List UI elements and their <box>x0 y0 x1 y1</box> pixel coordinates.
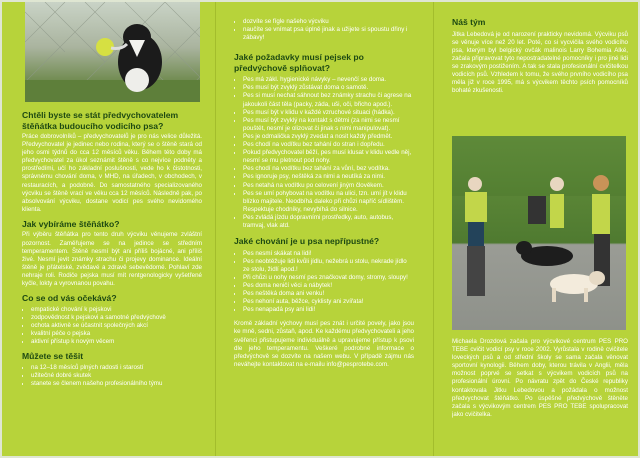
list-item: • dozvíte se fígle našeho výcviku <box>243 18 414 26</box>
look-forward-list <box>22 364 202 388</box>
panel-team <box>452 2 628 456</box>
select-heading: Jak vybíráme štěňátko? <box>22 218 120 229</box>
list-item: • Pes nesmí skákat na lidi! <box>243 250 414 258</box>
list-item: • ochota aktivně se účastnit společných akcí <box>31 322 202 330</box>
team-intro: Jitka Lebedová je od narození prakticky nevidomá. Výcviku psů se věnuje více než 20 let. Poté, co si vycvičila svého vodicího psa, kterým byl belgický ovčák malinois Larry Bohemia Alké, začala připravovat tyto nepostradatelné pomocníky i pro jiné lidi se zrakovým postižením. A tak se stala profesionální cvičitelkou vodicích psů. Vzhledem k tomu, že svého prvního vodicího psa měla již v roce 1995, má s výcvikem těchto psích pomocníků bohaté zkušenosti. <box>452 30 628 95</box>
list-item: • empatické chování k pejskovi <box>31 306 202 314</box>
list-item: • Pes si musí nechat sáhnout bez známky strachu či agrese na jakoukoli část těla (packy, záda, uši, oči, břicho apod.). <box>243 92 414 108</box>
list-item: • Pes neobtěžuje lidi kvůli jídlu, nežebrá u stolu, nekrade jídlo ze stolu, židlí apod.! <box>243 258 414 274</box>
list-item: • naučíte se vnímat psa úplně jinak a užijete si spoustu dřiny i zábavy! <box>243 26 414 42</box>
list-item: • Pes nehoní auta, běžce, cyklisty ani zvířata! <box>243 298 414 306</box>
requirements-list <box>234 76 414 230</box>
fold-line-left <box>215 2 216 456</box>
list-item: • Pes chodí na vodítku bez tahání do stran i dopředu. <box>243 141 414 149</box>
list-item: • Při chůzi u nohy nesmí pes značkovat domy, stromy, sloupy! <box>243 274 414 282</box>
select-text: Při výběru štěňátka pro tento druh výcviku věnujeme zvláštní pozornost. Zaměřujeme se na jedince se středním temperamentem. Štěně nesmí být ani příliš bojácné, ani příliš živé. Nesmí jevit známky strachu či projevy dominance. Ideální štěně je přátelské, zvědavé a zdravě sebevědomé. Pohlaví zde nehraje roli. Rodiče pejska musí mít rentgenologicky vyšetřené kyčle, lokty a vyrovnanou povahu. <box>22 231 202 287</box>
list-item: • kvalitní péče o pejska <box>31 330 202 338</box>
closing-paragraph: Kromě základní výchovy musí pes znát i určité povely, jako jsou ke mně, sedni, zůstaň, apod. Ke každému předvychovateli a jeho svěřenci přistupujeme individuálně a upravujeme přístup k psovi dle jeho temperamentu. Veškeré podrobné informace o předvýchově se dozvíte na našem webu. V případě zájmu nás neváhejte kontaktovat na e-mailu info@pesprotebe.com. <box>234 320 414 368</box>
panel-requirements <box>234 2 414 456</box>
fold-line-right <box>433 2 434 456</box>
list-item: • Pes je odmalička zvyklý zvedat a nosit každý předmět. <box>243 133 414 141</box>
continued-list <box>234 18 414 42</box>
list-item: • Pokud předvychovatel běží, pes musí klusat v klidu vedle něj, nesmí se mu pletnout pod nohy. <box>243 149 414 165</box>
puppy-raiser-title: Chtěli byste se stát předvychovatelem štěňátka budoucího vodicího psa? <box>22 110 179 131</box>
puppy-raiser-intro: Práce dobrovolníků – předvychovatelů je pro nás velice důležitá. Předvychovatel je jedinec nebo rodina, který se o štěně stará od jeho osmi týdnů do cca 12 měsíců věku. Během této doby má předvychovatel za úkol seznámit štěně s co nejvíce podněty a prostředími, učí ho základní poslušnosti, vede ho k čistotnosti, správnému chování doma, v MHD, na úřadech, v obchodech, v restauracích, a podobně. Do samostatného specializovaného výcviku se štěně vrací ve věku cca 12 měsíců. Následně pak, po absolvování výcviku, dostane vodicí pes svého nevidomého klienta. <box>22 133 202 213</box>
list-item: • Pes musí být v klidu v každé vzruchové situaci (hádka). <box>243 109 414 117</box>
list-item: • zodpovědnost k pejskovi a samotné předvýchově <box>31 314 202 322</box>
list-item: • užitečné dobré skutek <box>31 372 202 380</box>
look-forward-heading: Můžete se těšit <box>22 351 84 362</box>
behavior-heading: Jaké chování je u psa nepřípustné? <box>234 236 380 247</box>
puppy-photo <box>25 2 200 102</box>
expect-list <box>22 306 202 346</box>
list-item: • Pes netahá na vodítku po celovení jiným člověkem. <box>243 182 414 190</box>
team-photo <box>452 136 626 330</box>
list-item: • Pes má zákl. hygienické návyky – nevenčí se doma. <box>243 76 414 84</box>
trainer-bio: Michaela Drozdová začala pro výcvikové centrum PES PRO TEBE cvičit vodicí psy v roce 2002. Vyrůstala v rodině cvičitele loveckých psů a od střední školy se sama začala věnovat sportovní kynologii. Během doby, kterou trávila v Anglii, měla možnost poprvé se setkat s výcvikem vodicích psů na profesionální úrovni. Po návratu zpět do České republiky kontaktovala Jitku Lebedovou a požádala o možnost předvychovat štěňátko. Po úspěšné předvýchově štěněte začala s výcvikovým centrem PES PRO TEBE spolupracovat jako cvičitelka. <box>452 338 628 418</box>
list-item: • Pes musí být zvyklý zůstávat doma o samotě. <box>243 84 414 92</box>
list-item: • stanete se členem našeho profesionálního týmu <box>31 380 202 388</box>
brochure-sheet <box>2 2 638 456</box>
panel-puppy-raiser <box>22 2 202 456</box>
list-item: • na 12–18 měsíců plných radosti i starostí <box>31 364 202 372</box>
list-item: • Pes musí být zvyklý na kontakt s dětmi (za nimi se nesmí pouštět, nesmí je olizovat či jinak s nimi manipulovat). <box>243 117 414 133</box>
list-item: • Pes neštěká doma ani venku! <box>243 290 414 298</box>
team-heading: Náš tým <box>452 17 486 27</box>
list-item: • Pes ignoruje psy, neštěká za nimi a neutíká za nimi. <box>243 173 414 181</box>
expect-heading: Co se od vás očekává? <box>22 293 117 304</box>
list-item: • Pes doma neničí věci a nábytek! <box>243 282 414 290</box>
list-item: • Pes chodí na vodítku bez tahání za vůní, bez vodítka. <box>243 165 414 173</box>
list-item: • Pes se umí pohybovat na vodítku na ulici, tzn. umí jít v klidu blízko majitele. Neodbíhá daleko při chůzi napříč sídlištěm. Respektuje chodníky, nevybíhá do silnice. <box>243 190 414 214</box>
list-item: • aktivní přístup k novým věcem <box>31 338 202 346</box>
list-item: • Pes zvládá jízdu dopravními prostředky, auto, autobus, tramvaj, vlak atd. <box>243 214 414 230</box>
trainers-with-dogs-illustration <box>452 136 626 330</box>
dog-with-ball-illustration <box>25 2 200 102</box>
list-item: • Pes nenapadá psy ani lidi! <box>243 306 414 314</box>
behavior-list <box>234 250 414 315</box>
requirements-heading: Jaké požadavky musí pejsek po předvýchově splňovat? <box>234 52 364 73</box>
